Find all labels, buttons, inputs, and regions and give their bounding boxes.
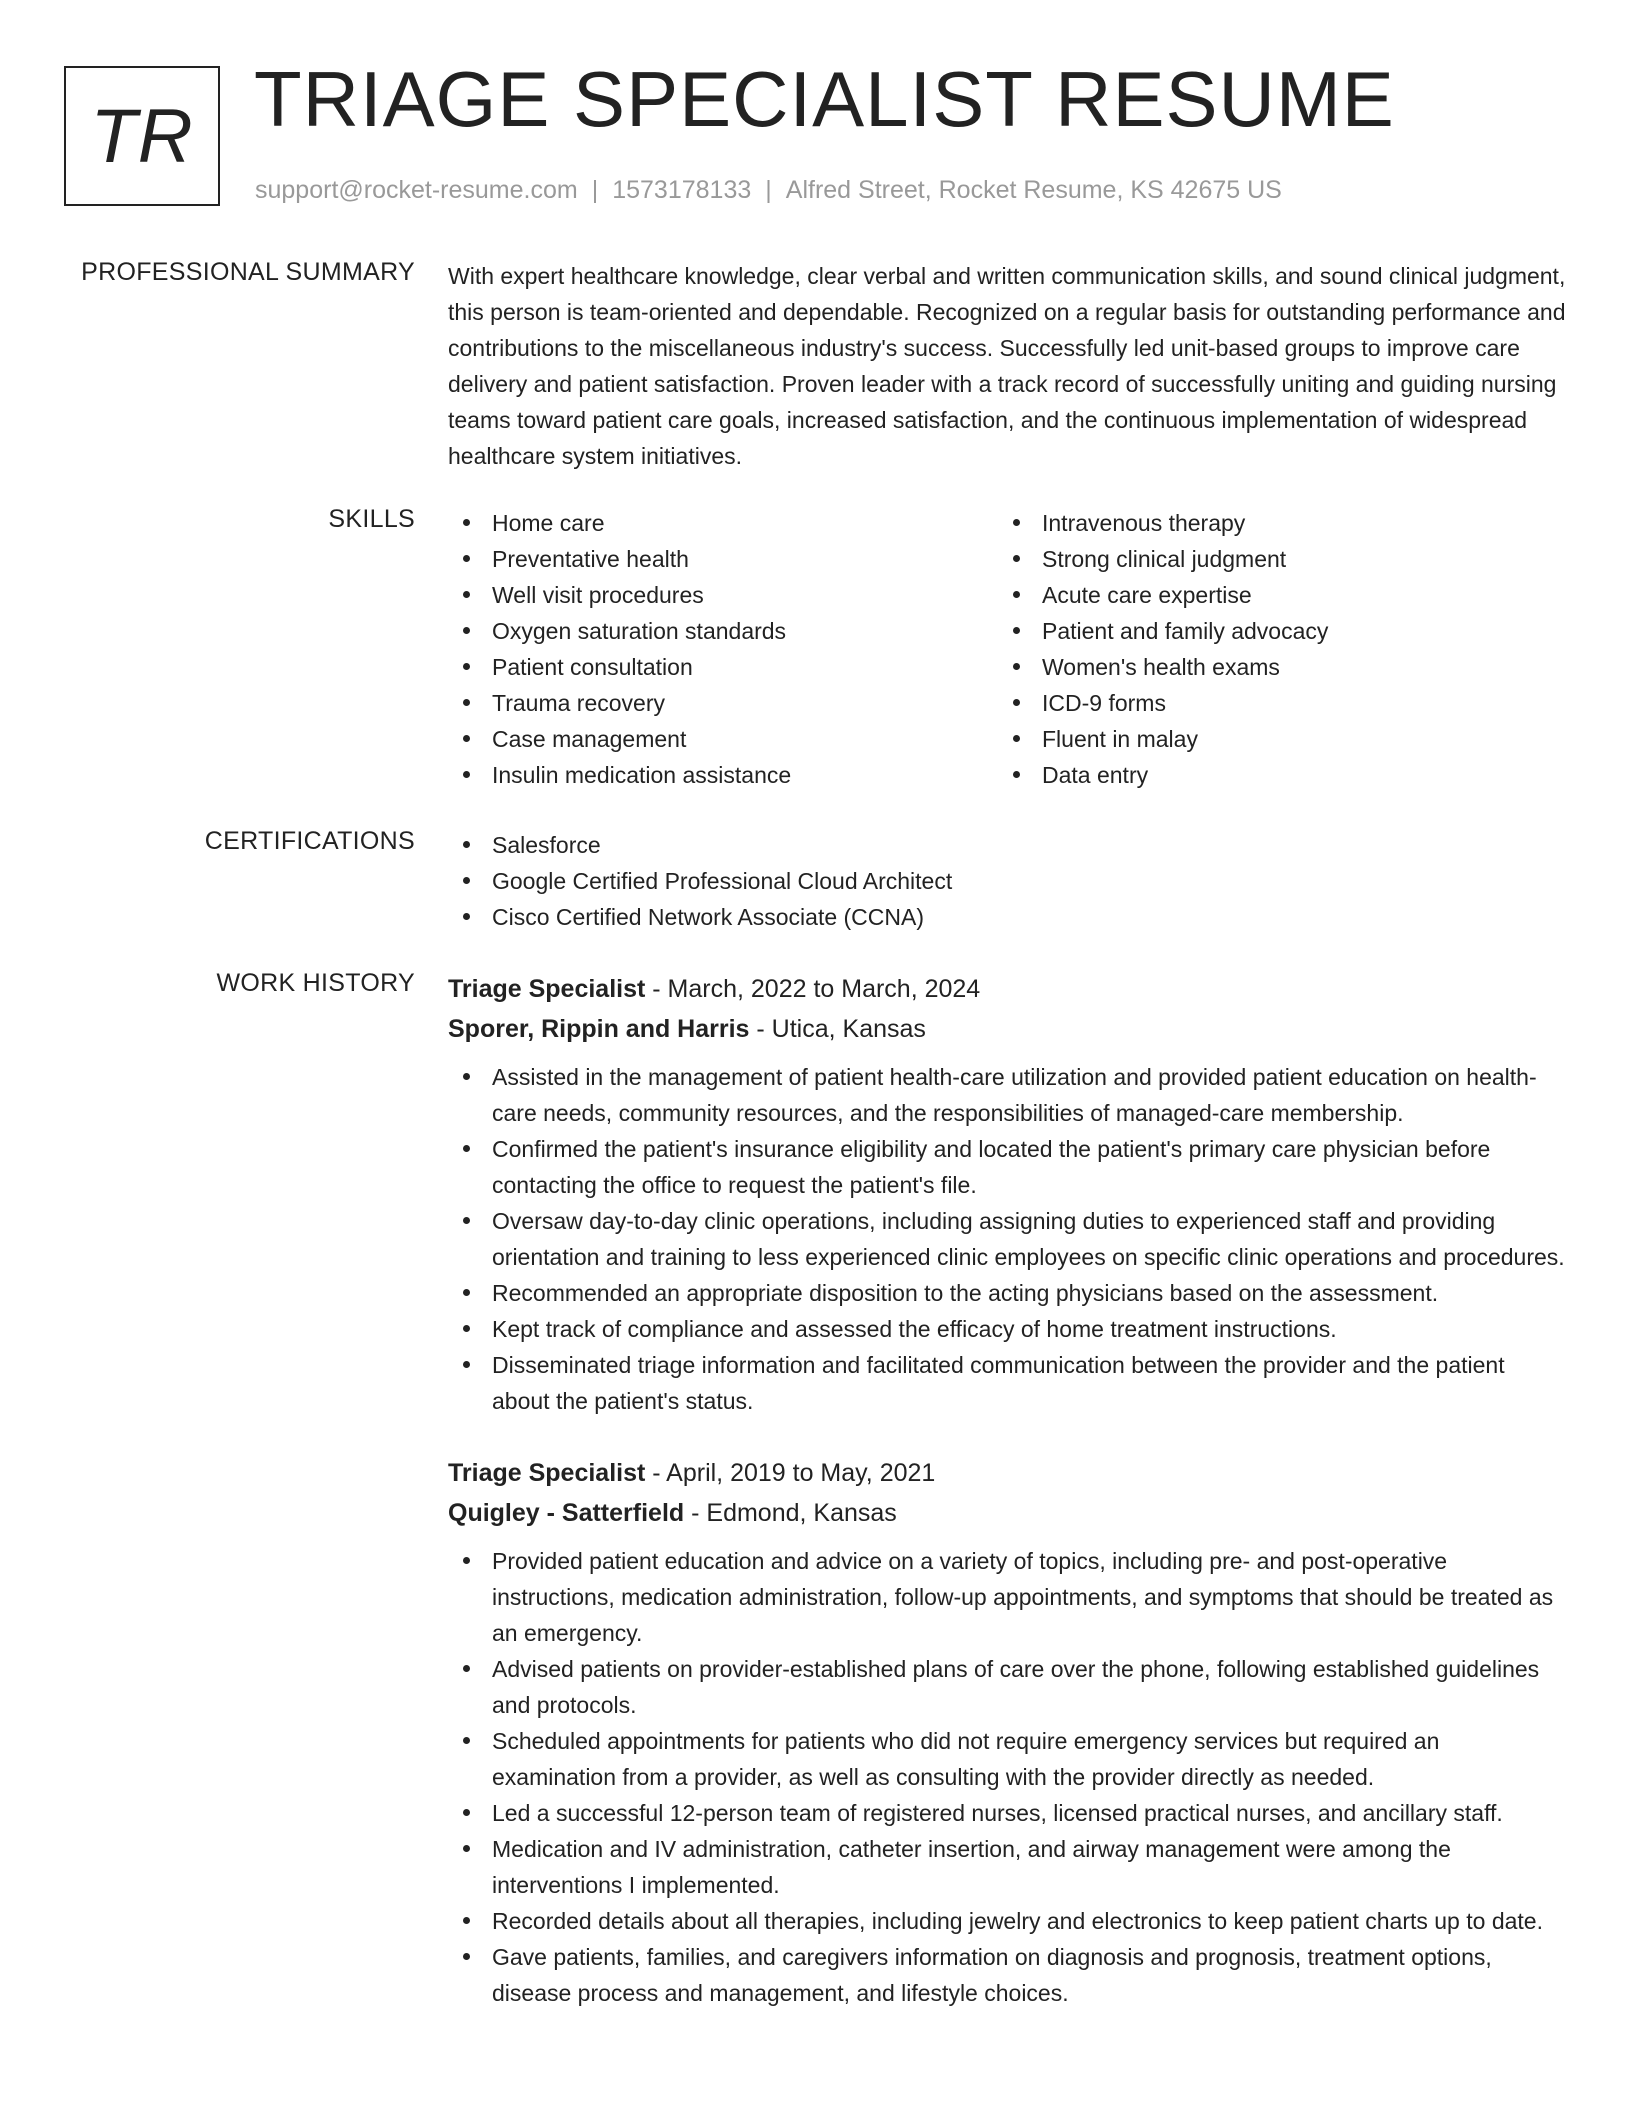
job-company-line bbox=[448, 1493, 1568, 1533]
job-dates: - April, 2019 to May, 2021 bbox=[645, 1459, 936, 1487]
job-location: - Edmond, Kansas bbox=[684, 1499, 897, 1527]
job-duty: Scheduled appointments for patients who did not require emergency services but required an examination from a provider, as well as consulting with the provider directly as needed. bbox=[448, 1723, 1568, 1795]
job-duty: Recommended an appropriate disposition to the acting physicians based on the assessment. bbox=[448, 1275, 1568, 1311]
skill-item: Home care bbox=[448, 505, 998, 541]
skills-heading: SKILLS bbox=[328, 505, 415, 533]
monogram-badge bbox=[64, 66, 220, 206]
skill-item: Acute care expertise bbox=[998, 577, 1548, 613]
job-company-line bbox=[448, 1009, 1568, 1049]
job-duty: Gave patients, families, and caregivers information on diagnosis and prognosis, treatment options, disease process and management, and lifestyle choices. bbox=[448, 1939, 1568, 2011]
skill-item: ICD-9 forms bbox=[998, 685, 1548, 721]
skill-item: Patient and family advocacy bbox=[998, 613, 1548, 649]
skill-item: Preventative health bbox=[448, 541, 998, 577]
certification-item: Google Certified Professional Cloud Architect bbox=[448, 863, 1568, 899]
job-duty: Kept track of compliance and assessed the efficacy of home treatment instructions. bbox=[448, 1311, 1568, 1347]
skill-item: Case management bbox=[448, 721, 998, 757]
job-title: Triage Specialist bbox=[448, 1459, 646, 1487]
skills-grid bbox=[448, 505, 1568, 793]
resume-title: TRIAGE SPECIALIST RESUME bbox=[254, 55, 1395, 143]
job-duty: Assisted in the management of patient health-care utilization and provided patient education on health-care needs, community resources, and the responsibilities of managed-care membership. bbox=[448, 1059, 1568, 1131]
job-company: Sporer, Rippin and Harris bbox=[448, 1015, 750, 1043]
skill-item: Trauma recovery bbox=[448, 685, 998, 721]
skill-item: Well visit procedures bbox=[448, 577, 998, 613]
job-location: - Utica, Kansas bbox=[749, 1015, 926, 1043]
summary-text: With expert healthcare knowledge, clear verbal and written communication skills, and sound clinical judgment, this person is team-oriented and dependable. Recognized on a regular basis for outstanding performance and contributions to the miscellaneous industry's success. Successfully led unit-based groups to improve care delivery and patient satisfaction. Proven leader with a track record of successfully uniting and guiding nursing teams toward patient care goals, increased satisfaction, and the continuous implementation of widespread healthcare system initiatives. bbox=[448, 263, 1566, 469]
work-history-heading: WORK HISTORY bbox=[216, 969, 415, 997]
job-duty: Disseminated triage information and facilitated communication between the provider and the patient about the patient's status. bbox=[448, 1347, 1568, 1419]
job-duty: Recorded details about all therapies, including jewelry and electronics to keep patient charts up to date. bbox=[448, 1903, 1568, 1939]
skill-item: Fluent in malay bbox=[998, 721, 1548, 757]
contact-separator: | bbox=[765, 176, 772, 204]
certification-item: Salesforce bbox=[448, 827, 1568, 863]
summary-heading: PROFESSIONAL SUMMARY bbox=[81, 258, 415, 286]
job-duty: Medication and IV administration, catheter insertion, and airway management were among the interventions I implemented. bbox=[448, 1831, 1568, 1903]
job-title-line bbox=[448, 969, 1568, 1009]
contact-line bbox=[255, 176, 1282, 205]
job-entry bbox=[448, 1453, 1568, 2011]
job-dates: - March, 2022 to March, 2024 bbox=[645, 975, 981, 1003]
contact-phone[interactable]: 1573178133 bbox=[612, 176, 752, 204]
skills-list-left bbox=[448, 505, 998, 793]
job-duty: Advised patients on provider-established plans of care over the phone, following established guidelines and protocols. bbox=[448, 1651, 1568, 1723]
job-duties bbox=[448, 1543, 1568, 2011]
certifications-heading: CERTIFICATIONS bbox=[204, 827, 415, 855]
skills-list-right bbox=[998, 505, 1548, 793]
skill-item: Strong clinical judgment bbox=[998, 541, 1548, 577]
job-duty: Oversaw day-to-day clinic operations, including assigning duties to experienced staff and providing orientation and training to less experienced clinic employees on specific clinic operations and procedures. bbox=[448, 1203, 1568, 1275]
skill-item: Women's health exams bbox=[998, 649, 1548, 685]
skill-item: Data entry bbox=[998, 757, 1548, 793]
skill-item: Patient consultation bbox=[448, 649, 998, 685]
job-title-line bbox=[448, 1453, 1568, 1493]
job-entry bbox=[448, 969, 1568, 1419]
job-duty: Led a successful 12-person team of registered nurses, licensed practical nurses, and ancillary staff. bbox=[448, 1795, 1568, 1831]
job-duty: Confirmed the patient's insurance eligibility and located the patient's primary care physician before contacting the office to request the patient's file. bbox=[448, 1131, 1568, 1203]
job-title: Triage Specialist bbox=[448, 975, 646, 1003]
certification-item: Cisco Certified Network Associate (CCNA) bbox=[448, 899, 1568, 935]
skill-item: Oxygen saturation standards bbox=[448, 613, 998, 649]
job-duty: Provided patient education and advice on a variety of topics, including pre- and post-operative instructions, medication administration, follow-up appointments, and symptoms that should be treated as an emergency. bbox=[448, 1543, 1568, 1651]
monogram-initials: TR bbox=[90, 93, 194, 179]
skill-item: Insulin medication assistance bbox=[448, 757, 998, 793]
contact-separator: | bbox=[591, 176, 599, 204]
certifications-list bbox=[448, 827, 1568, 935]
contact-address: Alfred Street, Rocket Resume, KS 42675 US bbox=[785, 176, 1282, 204]
job-company: Quigley - Satterfield bbox=[448, 1499, 685, 1527]
contact-email[interactable]: support@rocket-resume.com bbox=[255, 176, 578, 204]
job-duties bbox=[448, 1059, 1568, 1419]
skill-item: Intravenous therapy bbox=[998, 505, 1548, 541]
